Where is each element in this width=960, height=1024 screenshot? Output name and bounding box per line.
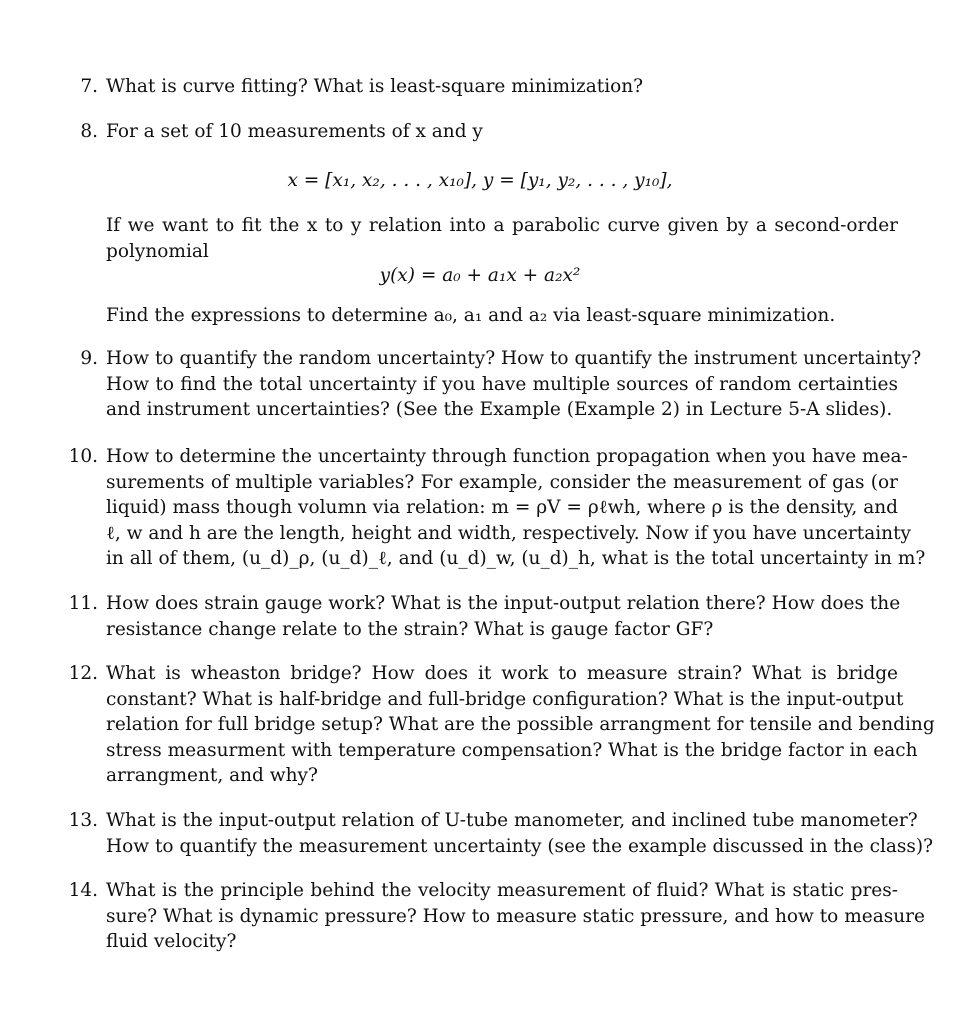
text-line: How to find the total uncertainty if you have multiple sources of random certainties [106, 373, 898, 395]
question-text [106, 346, 922, 423]
question-text [106, 303, 898, 329]
text-line: resistance change relate to the strain? What is gauge factor GF? [106, 618, 714, 640]
text-line: stress measurment with temperature compensation? What is the bridge factor in each [106, 739, 918, 761]
question-number: 14. [68, 880, 98, 901]
text-line: How to quantify the measurement uncertainty (see the example discussed in the class)? [106, 835, 934, 857]
text-line: constant? What is half-bridge and full-bridge configuration? What is the input-output [106, 688, 904, 710]
text-line: liquid) mass though volumn via relation: m = ρV = ρℓwh, where ρ is the density, and [106, 497, 898, 518]
question-number: 13. [68, 810, 98, 831]
text-line: What is the input-output relation of U-tube manometer, and inclined tube manometer? [106, 810, 918, 831]
question-number: 9. [80, 348, 98, 369]
text-line: How to determine the uncertainty through function propagation when you have mea- [106, 446, 908, 467]
text-line: arrangment, and why? [106, 765, 318, 786]
question-text [106, 878, 925, 955]
text-line: If we want to fit the x to y relation into a parabolic curve given by a second-order [106, 215, 898, 236]
text-line: sure? What is dynamic pressure? How to measure static pressure, and how to measure [106, 905, 925, 927]
question-number: 10. [68, 446, 98, 467]
text-line: ℓ, w and h are the length, height and width, respectively. Now if you have uncertainty [106, 522, 911, 544]
equation-polynomial: y(x) = a₀ + a₁x + a₂x² [379, 265, 581, 286]
text-line: relation for full bridge setup? What are the possible arrangment for tensile and bending [106, 714, 935, 735]
question-text [106, 74, 898, 100]
text-line: What is curve fitting? What is least-square minimization? [106, 76, 644, 97]
question-text [106, 591, 901, 642]
question-text [106, 444, 926, 572]
question-number: 7. [80, 76, 98, 97]
text-line: How to quantify the random uncertainty? How to quantify the instrument uncertainty? [106, 348, 922, 369]
question-number: 12. [68, 663, 98, 684]
text-line: polynomial [106, 240, 209, 262]
question-text [106, 119, 898, 145]
text-line: What is wheaston bridge? How does it work to measure strain? What is bridge [106, 663, 898, 684]
text-line: How does strain gauge work? What is the input-output relation there? How does the [106, 593, 901, 614]
text-line: and instrument uncertainties? (See the Example (Example 2) in Lecture 5-A slides). [106, 399, 893, 420]
text-line: fluid velocity? [106, 931, 237, 952]
text-line: What is the principle behind the velocity measurement of fluid? What is static pres- [106, 880, 898, 901]
text-line: surements of multiple variables? For example, consider the measurement of gas (or [106, 471, 898, 493]
equation-xy-vectors: x = [x₁, x₂, . . . , x₁₀], y = [y₁, y₂, . . . , y₁₀], [287, 170, 673, 191]
question-number: 8. [80, 121, 98, 142]
question-text [106, 661, 935, 789]
text-line: Find the expressions to determine a₀, a₁ and a₂ via least-square minimization. [106, 305, 836, 326]
text-line: in all of them, (u_d)_ρ, (u_d)_ℓ, and (u_d)_w, (u_d)_h, what is the total uncertainty in m? [106, 548, 926, 569]
question-text [106, 808, 934, 859]
question-text [106, 213, 898, 264]
question-number: 11. [68, 593, 98, 614]
text-line: For a set of 10 measurements of x and y [106, 121, 483, 142]
